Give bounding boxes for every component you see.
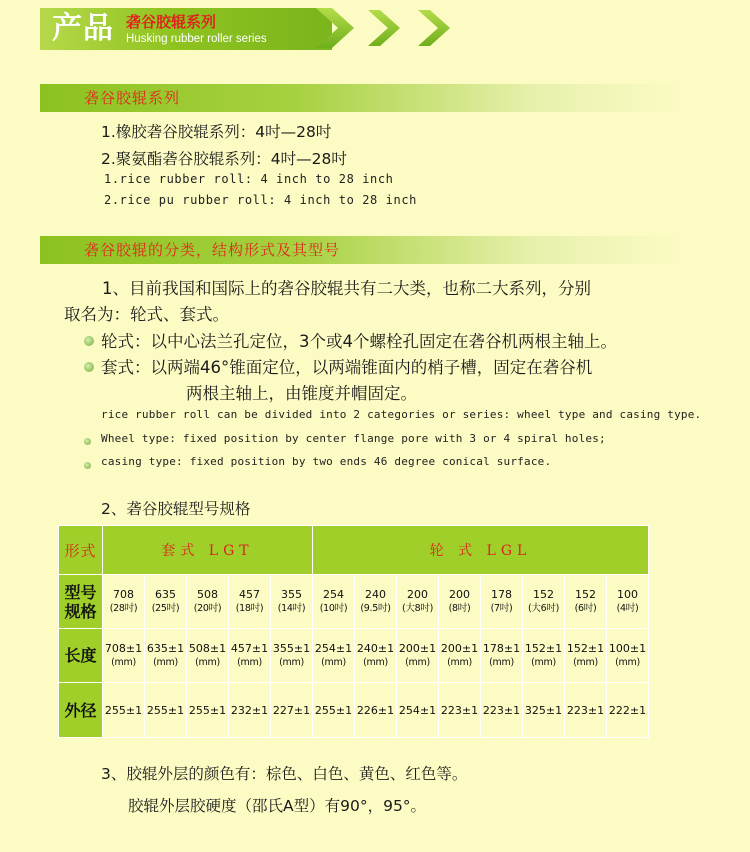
table-cell-model [271,575,313,629]
table-cell-length [607,629,649,683]
length-value: 178±1 [482,642,521,655]
length-value: 508±1 [188,642,227,655]
model-number: 100 [617,588,638,601]
table-cell-length [271,629,313,683]
casing-type-description-cont: 两根主轴上，由锥度并帽固定。 [186,384,417,403]
length-unit: (mm) [111,657,136,668]
row-label-length: 长度 [59,629,103,683]
banner-title: 产品 [52,11,114,46]
table-cell-model [439,575,481,629]
table-cell-model [229,575,271,629]
spec-heading: 2、砻谷胶辊型号规格 [101,500,251,518]
series-line-pu: 2.聚氨酯砻谷胶辊系列：4吋—28吋 [101,150,347,168]
table-header-row [59,526,649,575]
chevron-arrows-icon [316,8,460,48]
table-cell-outer-diameter: 255±1 [103,683,145,738]
model-number: 508 [197,588,218,601]
table-cell-model [481,575,523,629]
table-cell-model [397,575,439,629]
table-cell-outer-diameter: 223±1 [439,683,481,738]
table-cell-outer-diameter: 255±1 [145,683,187,738]
color-info: 3、胶辊外层的颜色有：棕色、白色、黄色、红色等。 [101,765,468,783]
hardness-info: 胶辊外层胶硬度（邵氏A型）有90°，95°。 [128,797,427,815]
table-cell-model [103,575,145,629]
length-unit: (mm) [237,657,262,668]
length-unit: (mm) [321,657,346,668]
model-number: 635 [155,588,176,601]
spec-table [58,525,649,738]
model-number: 152 [575,588,596,601]
row-label-model-text: 型号 规格 [64,582,97,621]
length-unit: (mm) [195,657,220,668]
model-inch: (9.5吋) [360,603,391,614]
length-unit: (mm) [405,657,430,668]
table-cell-length [523,629,565,683]
model-number: 254 [323,588,344,601]
length-unit: (mm) [615,657,640,668]
length-value: 240±1 [356,642,395,655]
table-cell-outer-diameter: 226±1 [355,683,397,738]
length-value: 635±1 [146,642,185,655]
banner-subtitle-cn: 砻谷胶辊系列 [126,13,217,31]
model-inch: (14吋) [277,603,306,614]
model-inch: (20吋) [193,603,222,614]
length-unit: (mm) [279,657,304,668]
wheel-type-description: 轮式：以中心法兰孔定位，3个或4个螺栓孔固定在砻谷机两根主轴上。 [101,332,617,351]
length-value: 200±1 [440,642,479,655]
bullet-icon [84,438,91,445]
casing-type-en: casing type: fixed position by two ends 46 degree conical surface. [101,455,552,468]
model-inch: (4吋) [616,603,639,614]
table-row-model [59,575,649,629]
length-unit: (mm) [447,657,472,668]
table-cell-length [565,629,607,683]
model-inch: (大6吋) [528,603,559,614]
model-number: 355 [281,588,302,601]
table-cell-outer-diameter: 325±1 [523,683,565,738]
length-value: 100±1 [608,642,647,655]
table-cell-model [355,575,397,629]
model-number: 457 [239,588,260,601]
casing-type-description: 套式：以两端46°锥面定位，以两端锥面内的梢子槽，固定在砻谷机 [101,358,593,377]
wheel-type-en: Wheel type: fixed position by center flange pore with 3 or 4 spiral holes; [101,432,606,445]
length-value: 152±1 [524,642,563,655]
model-inch: (18吋) [235,603,264,614]
model-inch: (6吋) [574,603,597,614]
table-cell-model [565,575,607,629]
table-cell-outer-diameter: 232±1 [229,683,271,738]
length-unit: (mm) [153,657,178,668]
header-wheel-group: 轮 式 LGL [313,526,649,575]
row-label-model [59,575,103,629]
table-cell-outer-diameter: 222±1 [607,683,649,738]
table-cell-length [187,629,229,683]
classification-para-line1: 1、目前我国和国际上的砻谷胶辊共有二大类，也称二大系列，分别 [102,279,591,298]
table-cell-model [145,575,187,629]
series-en-line-rubber: 1.rice rubber roll: 4 inch to 28 inch [104,172,394,186]
series-en-line-pu: 2.rice pu rubber roll: 4 inch to 28 inch [104,193,417,207]
header-form-label: 形式 [59,526,103,575]
table-cell-length [397,629,439,683]
length-unit: (mm) [489,657,514,668]
section-title: 砻谷胶辊的分类，结构形式及其型号 [84,241,341,259]
model-number: 200 [407,588,428,601]
length-unit: (mm) [363,657,388,668]
table-cell-outer-diameter: 223±1 [481,683,523,738]
table-cell-length [481,629,523,683]
length-value: 708±1 [104,642,143,655]
classification-en-line: rice rubber roll can be divided into 2 categories or series: wheel type and casing type. [101,408,702,421]
table-cell-length [313,629,355,683]
table-cell-model [607,575,649,629]
model-inch: (28吋) [109,603,138,614]
table-cell-model [187,575,229,629]
length-value: 457±1 [230,642,269,655]
length-unit: (mm) [531,657,556,668]
table-cell-model [313,575,355,629]
length-value: 355±1 [272,642,311,655]
table-cell-outer-diameter: 255±1 [187,683,229,738]
bullet-icon [84,362,94,372]
table-cell-model [523,575,565,629]
model-number: 152 [533,588,554,601]
table-cell-length [355,629,397,683]
table-cell-outer-diameter: 254±1 [397,683,439,738]
model-inch: (8吋) [448,603,471,614]
table-cell-length [439,629,481,683]
length-value: 254±1 [314,642,353,655]
section-header-classification [40,236,680,264]
product-banner [40,8,332,50]
length-unit: (mm) [573,657,598,668]
model-number: 200 [449,588,470,601]
table-cell-length [229,629,271,683]
table-row-length [59,629,649,683]
series-line-rubber: 1.橡胶砻谷胶辊系列：4吋—28吋 [101,123,332,141]
model-inch: (25吋) [151,603,180,614]
model-inch: (10吋) [319,603,348,614]
header-casing-group: 套式 LGT [103,526,313,575]
model-number: 240 [365,588,386,601]
table-cell-length [103,629,145,683]
classification-para-line2: 取名为：轮式、套式。 [64,305,229,324]
table-cell-outer-diameter: 223±1 [565,683,607,738]
model-number: 178 [491,588,512,601]
length-value: 152±1 [566,642,605,655]
table-cell-length [145,629,187,683]
bullet-icon [84,336,94,346]
row-label-outer-diameter: 外径 [59,683,103,738]
section-header-series [40,84,680,112]
table-cell-outer-diameter: 255±1 [313,683,355,738]
model-inch: (7吋) [490,603,513,614]
banner-subtitle-en: Husking rubber roller series [126,33,267,45]
bullet-icon [84,462,91,469]
model-inch: (大8吋) [402,603,433,614]
section-title: 砻谷胶辊系列 [84,89,181,107]
model-number: 708 [113,588,134,601]
length-value: 200±1 [398,642,437,655]
table-cell-outer-diameter: 227±1 [271,683,313,738]
table-row-outer-diameter [59,683,649,738]
